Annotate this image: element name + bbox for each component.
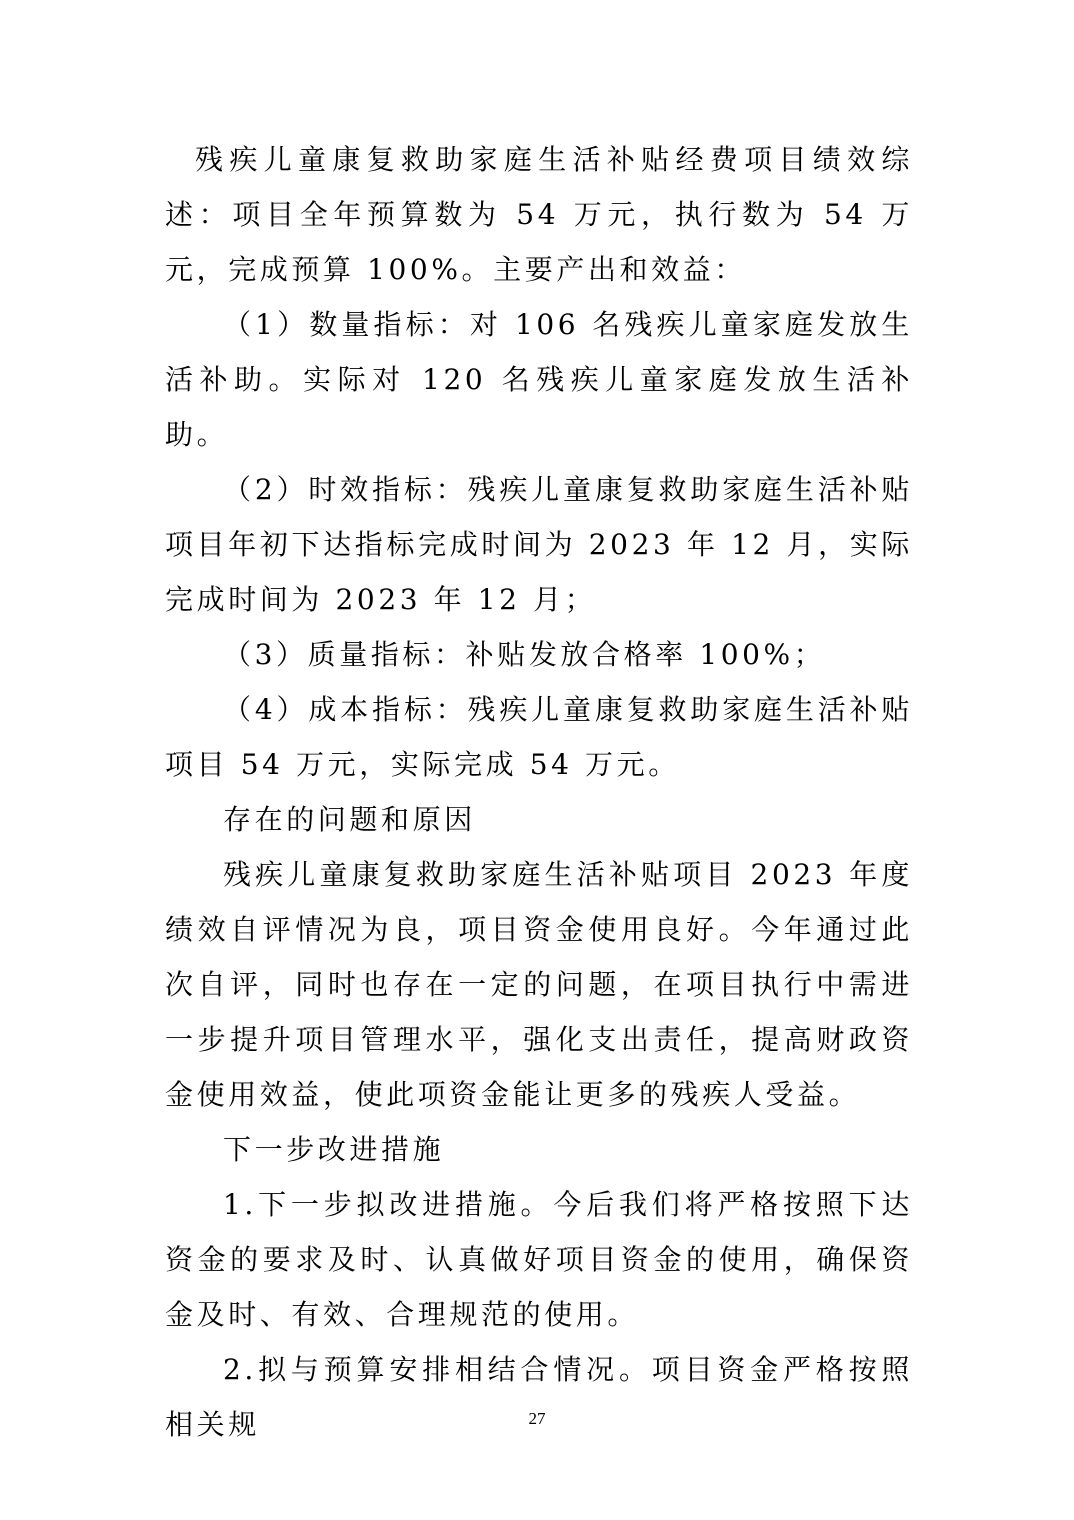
- paragraph-improvement-2: 2.拟与预算安排相结合情况。项目资金严格按照相关规: [165, 1353, 913, 1441]
- paragraph-cost-indicator: （4）成本指标：残疾儿童康复救助家庭生活补贴项目 54 万元，实际完成 54 万元。: [165, 693, 913, 781]
- section-heading-improvements: 下一步改进措施: [223, 1133, 445, 1166]
- paragraph-summary: 残疾儿童康复救助家庭生活补贴经费项目绩效综述：项目全年预算数为 54 万元，执行数为 54 万元，完成预算 100%。主要产出和效益：: [165, 143, 913, 286]
- paragraph-timeliness-indicator: （2）时效指标：残疾儿童康复救助家庭生活补贴项目年初下达指标完成时间为 2023 年 12 月，实际完成时间为 2023 年 12 月；: [165, 473, 913, 616]
- paragraph-problems: 残疾儿童康复救助家庭生活补贴项目 2023 年度绩效自评情况为良，项目资金使用良好。今年通过此次自评，同时也存在一定的问题，在项目执行中需进一步提升项目管理水平，强化支出责任，提高财政资金使用效益，使此项资金能让更多的残疾人受益。: [165, 858, 913, 1111]
- page-number: 27: [528, 1409, 546, 1428]
- paragraph-quality-indicator: （3）质量指标：补贴发放合格率 100%；: [223, 638, 826, 671]
- paragraph-quantity-indicator: （1）数量指标：对 106 名残疾儿童家庭发放生活补助。实际对 120 名残疾儿童家庭发放生活补助。: [165, 308, 913, 451]
- section-heading-problems: 存在的问题和原因: [223, 803, 476, 836]
- document-body: [165, 132, 913, 1452]
- paragraph-improvement-1: 1.下一步拟改进措施。今后我们将严格按照下达资金的要求及时、认真做好项目资金的使用，确保资金及时、有效、合理规范的使用。: [165, 1188, 913, 1331]
